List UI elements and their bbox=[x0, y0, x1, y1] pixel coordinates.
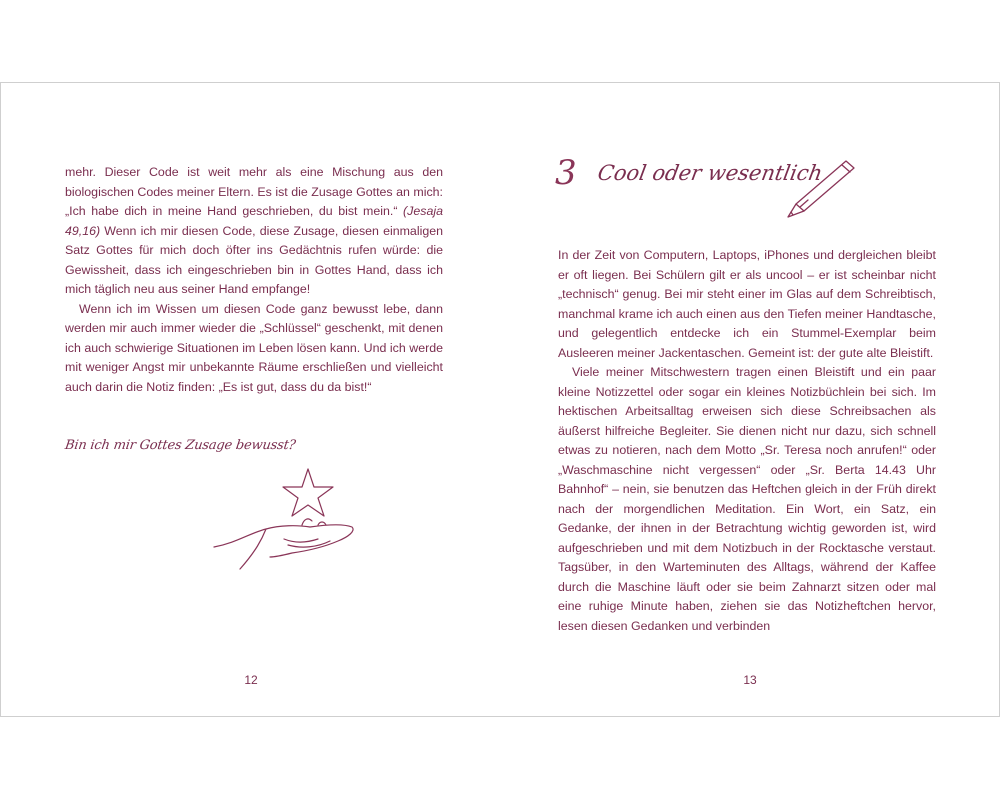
reflection-question: Bin ich mir Gottes Zusage bewusst? bbox=[63, 438, 297, 453]
right-body-text bbox=[558, 246, 936, 636]
left-page bbox=[1, 83, 500, 716]
right-page bbox=[500, 83, 999, 716]
left-paragraph-2: Wenn ich im Wissen um diesen Code ganz bewusst lebe, dann werden mir auch immer wieder die „Schlüssel“ geschenkt, mit denen ich auch schwierige Situationen im Leben lösen kann. Und ich werde mit weniger Angst mir unbekannte Räume erschließen und vielleicht auch darin die Notiz finden: „Es ist gut, dass du da bist!“ bbox=[65, 301, 443, 394]
chapter-number: 3 bbox=[555, 153, 577, 193]
chapter-title: Cool oder wesentlich bbox=[595, 161, 825, 185]
left-body-text bbox=[65, 163, 443, 397]
page-number-right: 13 bbox=[743, 673, 757, 687]
paragraph-text: mehr. Dieser Code ist weit mehr als eine Mischung aus den biologischen Codes meiner Eltern. Es ist die Zusage Gottes an mich: „Ich habe dich in meine Hand geschrieben, du bist mein.“ bbox=[65, 165, 443, 218]
bible-citation: (Jesaja 49,16) bbox=[65, 204, 443, 238]
star-in-hand-icon bbox=[206, 463, 366, 573]
book-spread bbox=[0, 82, 1000, 717]
page-number-left: 12 bbox=[244, 673, 258, 687]
paragraph-text: Wenn ich mir diesen Code, diese Zusage, diesen einmaligen Satz Gottes für mich doch öfter ins Gedächtnis rufen würde: die Gewissheit, dass ich eingeschrieben bin in Gottes Hand, dass ich mich täglich neu aus seiner Hand empfange! bbox=[65, 223, 443, 296]
right-paragraph-2: Viele meiner Mitschwestern tragen einen Bleistift und ein paar kleine Notizzettel oder sogar ein kleines Notizbüchlein bei sich. Im hektischen Arbeitsalltag erweisen sich diese Schreibsachen als äußerst hilfreiche Begleiter. Sie dienen nicht nur dazu, sich schnell etwas zu notieren, nach dem Motto „Sr. Teresa noch anrufen!“ oder „Waschmaschine nicht vergessen“ oder „Sr. Berta 14.43 Uhr Bahnhof“ – nein, sie benutzen das Heftchen gleich in der Früh direkt nach der morgendlichen Meditation. Ein Wort, ein Satz, ein Gedanke, der ihnen in der Betrachtung wichtig geworden ist, wird aufgeschrieben und mit dem Notizbuch in der Rocktasche verstaut. Tagsüber, in den Warteminuten des Alltags, während der Kaffee durch die Maschine läuft oder sie beim Zahnarzt sitzen oder mal eine ruhige Minute haben, ziehen sie das Notizheftchen hervor, lesen diesen Gedanken und verbinden bbox=[558, 365, 936, 633]
left-paragraph-1 bbox=[65, 163, 443, 300]
pencil-icon bbox=[782, 155, 862, 223]
right-paragraph-1: In der Zeit von Computern, Laptops, iPhones und dergleichen bleibt er oft liegen. Bei Schülern gilt er als uncool – er ist scheinbar nicht „technisch“ genug. Bei mir steht einer im Glas auf dem Schreibtisch, manchmal krame ich auch einen aus den Tiefen meiner Handtasche, und gelegentlich entdecke ich ein Stummel-Exemplar beim Ausleeren meiner Jackentaschen. Gemeint ist: der gute alte Bleistift. bbox=[558, 248, 936, 360]
